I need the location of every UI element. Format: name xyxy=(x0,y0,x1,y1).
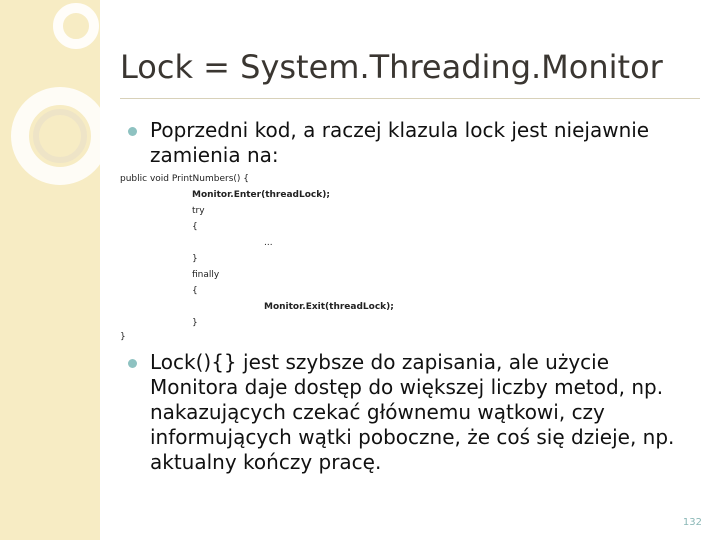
decorative-rings xyxy=(0,0,120,260)
code-line: public void PrintNumbers() { xyxy=(120,174,250,184)
code-line: try xyxy=(192,206,205,216)
code-line: Monitor.Enter(threadLock); xyxy=(192,190,330,200)
bullet-dot-icon xyxy=(128,359,137,368)
code-line: { xyxy=(192,222,198,232)
code-line: } xyxy=(120,332,126,342)
code-line: ... xyxy=(264,238,273,248)
bullet-point-2 xyxy=(128,350,698,475)
bullet-point-text: Lock(){} jest szybsze do zapisania, ale użycie Monitora daje dostęp do większej liczby metod, np. nakazujących czekać głównemu wątkowi, czy informujących wątki poboczne, że coś się dzieje, np. aktualny kończy pracę. xyxy=(150,350,675,474)
code-line: } xyxy=(192,318,198,328)
code-line: } xyxy=(192,254,198,264)
title-underline xyxy=(120,98,700,99)
code-line: finally xyxy=(192,270,220,280)
page-number: 132 xyxy=(682,517,702,528)
code-line: { xyxy=(192,286,198,296)
bullet-point-text: Poprzedni kod, a raczej klazula lock jest niejawnie zamienia na: xyxy=(150,118,650,167)
page-title: Lock = System.Threading.Monitor xyxy=(120,48,663,86)
bullet-dot-icon xyxy=(128,127,137,136)
code-line: Monitor.Exit(threadLock); xyxy=(264,302,394,312)
bullet-point-1 xyxy=(128,118,698,168)
